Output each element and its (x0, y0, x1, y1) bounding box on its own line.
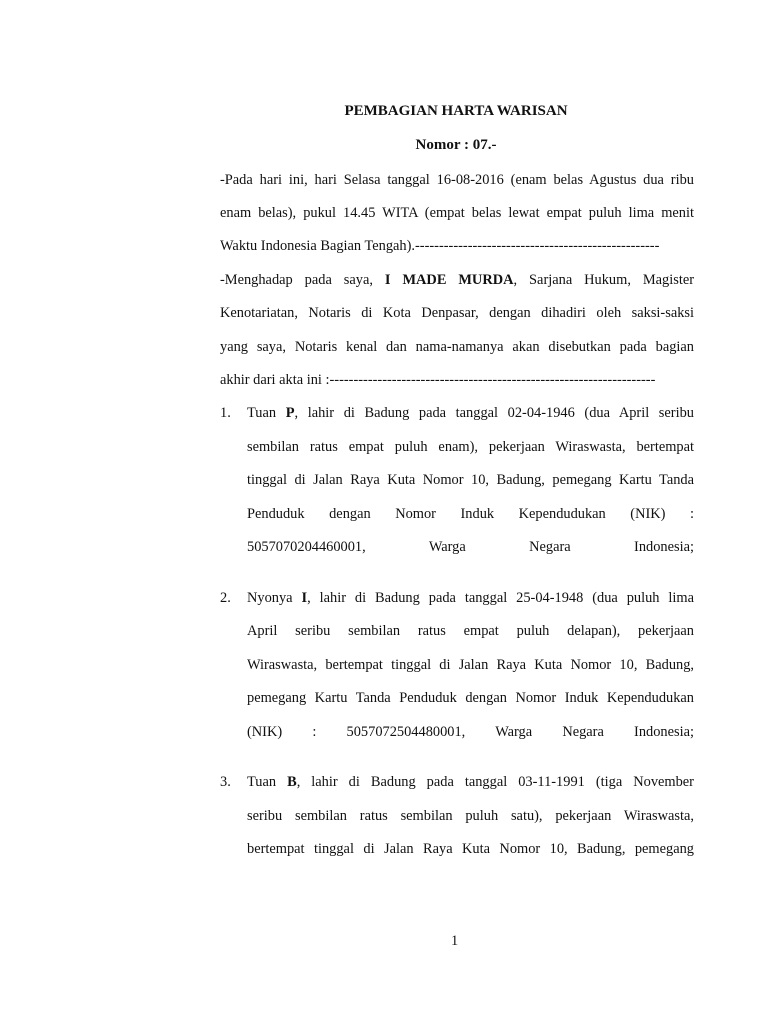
party-1-line-1 (247, 405, 694, 422)
party-title: Nyonya (247, 590, 293, 606)
party-3-line-1 (247, 774, 694, 791)
party-name: B (287, 774, 297, 790)
party-text: , lahir di Badung pada tanggal 03-11-1991 (tiga November (296, 774, 694, 790)
opening-line-1: -Pada hari ini, hari Selasa tanggal 16-08-2016 (enam belas Agustus dua ribu (220, 172, 694, 188)
party-name: I (301, 590, 308, 606)
party-2-line-1 (247, 590, 694, 607)
opening-line-2: enam belas), pukul 14.45 WITA (empat belas lewat empat puluh lima menit (220, 205, 694, 221)
party-1-line-3: tinggal di Jalan Raya Kuta Nomor 10, Badung, pemegang Kartu Tanda (247, 472, 694, 488)
appearance-text-post: , Sarjana Hukum, Magister (513, 272, 694, 288)
notary-name: I MADE MURDA (384, 272, 514, 288)
party-2-line-4: pemegang Kartu Tanda Penduduk dengan Nomor Induk Kependudukan (247, 690, 694, 706)
party-1-number: 1. (220, 405, 231, 421)
party-text: , lahir di Badung pada tanggal 25-04-1948 (dua puluh lima (307, 590, 694, 606)
party-name: P (285, 405, 295, 421)
party-3-line-3: bertempat tinggal di Jalan Raya Kuta Nomor 10, Badung, pemegang (247, 841, 694, 857)
party-3-line-2: seribu sembilan ratus sembilan puluh satu), pekerjaan Wiraswasta, (247, 808, 694, 824)
party-2-line-3: Wiraswasta, bertempat tinggal di Jalan Raya Kuta Nomor 10, Badung, (247, 657, 694, 673)
appearance-line-1 (220, 272, 694, 289)
appearance-text: -Menghadap pada saya, (220, 272, 373, 288)
party-1-line-5: 5057070204460001, Warga Negara Indonesia; (247, 539, 694, 555)
appearance-line-4: akhir dari akta ini :-------------------------------------------------------------------- (220, 372, 656, 388)
page-number: 1 (451, 933, 459, 949)
party-2-line-5: (NIK) : 5057072504480001, Warga Negara Indonesia; (247, 724, 694, 740)
party-2-line-2: April seribu sembilan ratus empat puluh delapan), pekerjaan (247, 623, 694, 639)
party-2-number: 2. (220, 590, 231, 606)
party-1-line-4: Penduduk dengan Nomor Induk Kependudukan (NIK) : (247, 506, 694, 522)
document-title: PEMBAGIAN HARTA WARISAN (344, 103, 568, 119)
party-title: Tuan (247, 405, 277, 421)
appearance-line-2: Kenotariatan, Notaris di Kota Denpasar, dengan dihadiri oleh saksi-saksi (220, 305, 694, 321)
party-text: , lahir di Badung pada tanggal 02-04-1946 (dua April seribu (294, 405, 694, 421)
party-title: Tuan (247, 774, 277, 790)
appearance-line-3: yang saya, Notaris kenal dan nama-namanya akan disebutkan pada bagian (220, 339, 694, 355)
party-3-number: 3. (220, 774, 231, 790)
party-1-line-2: sembilan ratus empat puluh enam), pekerjaan Wiraswasta, bertempat (247, 439, 694, 455)
opening-line-3: Waktu Indonesia Bagian Tengah).--------------------------------------------------- (220, 238, 660, 254)
document-number: Nomor : 07.- (415, 137, 497, 153)
